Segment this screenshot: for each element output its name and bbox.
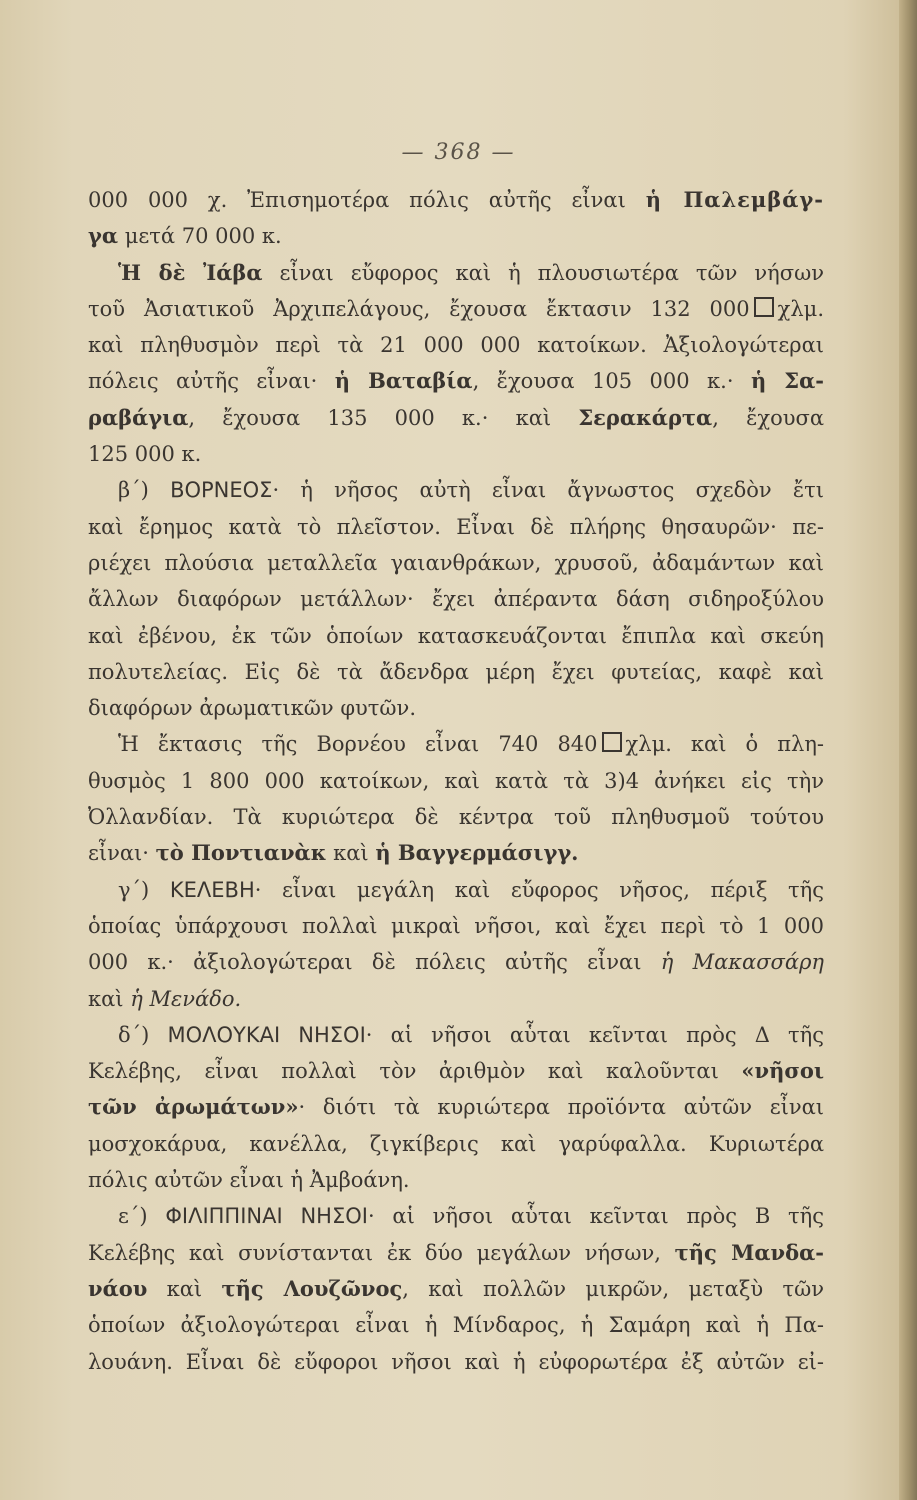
text-line: εἶναι· τὸ Ποντιανὰκ καὶ ἡ Βαγγερμάσιγγ. — [88, 840, 579, 866]
text-line: καὶ ἡ Μενάδο. — [88, 986, 242, 1011]
text-line: ὁποίων ἀξιολογώτεραι εἶναι ἡ Μίνδαρος, ἡ Σαμάρη καὶ ἡ Πα- — [88, 1313, 824, 1338]
text-line: ὁποίας ὑπάρχουσι πολλαὶ μικραὶ νῆσοι, καὶ ἔχει περὶ τὸ 1 000 — [88, 913, 824, 938]
page-binding-edge — [899, 0, 917, 1500]
text-line: ραβάγια, ἔχουσα 135 000 κ.· καὶ Σερακάρτα, ἔχουσα — [88, 404, 824, 430]
text-line: 125 000 κ. — [88, 442, 202, 467]
text-line: μοσχοκάρυα, κανέλλα, ζιγκίβερις καὶ γαρύφαλλα. Κυριωτέρα — [88, 1131, 824, 1156]
text-line: γα μετά 70 000 κ. — [88, 223, 282, 249]
text-line: ε΄) ΦΙΛΙΠΠΙΝΑΙ ΝΗΣΟΙ· αἱ νῆσοι αὗται κεῖνται πρὸς Β τῆς — [118, 1204, 824, 1229]
text-line: 000 κ.· ἀξιολογώτεραι δὲ πόλεις αὐτῆς εἶναι ἡ Μακασσάρη — [88, 950, 825, 975]
text-line: τοῦ Ἀσιατικοῦ Ἀρχιπελάγους, ἔχουσα ἔκτασιν 132 000 χλμ. — [88, 296, 824, 321]
text-line: ἄλλων διαφόρων μετάλλων· ἔχει ἀπέραντα δάση σιδηροξύλου — [88, 587, 824, 612]
text-line: διαφόρων ἀρωματικῶν φυτῶν. — [88, 696, 416, 721]
body-text — [88, 182, 824, 1380]
text-line: λουάνη. Εἶναι δὲ εὔφοροι νῆσοι καὶ ἡ εὐφορωτέρα ἐξ αὐτῶν εἰ- — [88, 1349, 824, 1374]
text-line: νάου καὶ τῆς Λουζῶνος, καὶ πολλῶν μικρῶν, μεταξὺ τῶν — [88, 1275, 824, 1301]
text-line: πόλις αὐτῶν εἶναι ἡ Ἀμβοάνη. — [88, 1168, 410, 1193]
text-line: θυσμὸς 1 800 000 κατοίκων, καὶ κατὰ τὰ 3)4 ἀνήκει εἰς τὴν — [88, 768, 824, 793]
text-line: 000 000 χ. Ἐπισημοτέρα πόλις αὐτῆς εἶναι ἡ Παλεμβάγ- — [88, 187, 824, 212]
text-line: ριέχει πλούσια μεταλλεῖα γαιανθράκων, χρυσοῦ, ἀδαμάντων καὶ — [88, 550, 824, 575]
text-line: Ἡ ἔκτασις τῆς Βορνέου εἶναι 740 840 χλμ. καὶ ὁ πλη- — [118, 732, 824, 757]
text-line: γ΄) ΚΕΛΕΒΗ· εἶναι μεγάλη καὶ εὔφορος νῆσος, πέριξ τῆς — [118, 877, 824, 902]
text-line: καὶ ἐβένου, ἐκ τῶν ὁποίων κατασκευάζονται ἔπιπλα καὶ σκεύη — [88, 623, 824, 648]
text-line: Κελέβης καὶ συνίστανται ἐκ δύο μεγάλων νήσων, τῆς Μανδα- — [88, 1239, 824, 1265]
text-line: πολυτελείας. Εἰς δὲ τὰ ἄδενδρα μέρη ἔχει φυτείας, καφὲ καὶ — [88, 659, 824, 684]
text-line: Κελέβης, εἶναι πολλαὶ τὸν ἀριθμὸν καὶ καλοῦνται «νῆσοι — [88, 1058, 824, 1084]
text-line: Ὀλλανδίαν. Τὰ κυριώτερα δὲ κέντρα τοῦ πληθυσμοῦ τούτου — [88, 805, 824, 830]
text-line: β΄) ΒΟΡΝΕΟΣ· ἡ νῆσος αὐτὴ εἶναι ἄγνωστος σχεδὸν ἔτι — [118, 478, 824, 503]
square-symbol-icon — [754, 297, 774, 317]
text-line: καὶ ἔρημος κατὰ τὸ πλεῖστον. Εἶναι δὲ πλήρης θησαυρῶν· πε- — [88, 514, 824, 539]
text-line: τῶν ἀρωμάτων»· διότι τὰ κυριώτερα προϊόντα αὐτῶν εἶναι — [88, 1094, 824, 1120]
text-line: πόλεις αὐτῆς εἶναι· ἡ Βαταβία, ἔχουσα 105 000 κ.· ἡ Σα- — [88, 368, 824, 394]
text-line: Ἡ δὲ Ἰάβα εἶναι εὔφορος καὶ ἡ πλουσιωτέρα τῶν νήσων — [118, 259, 824, 285]
text-line: δ΄) ΜΟΛΟΥΚΑΙ ΝΗΣΟΙ· αἱ νῆσοι αὗται κεῖνται πρὸς Δ τῆς — [118, 1022, 825, 1047]
square-symbol-icon — [602, 732, 622, 752]
text-line: καὶ πληθυσμὸν περὶ τὰ 21 000 000 κατοίκων. Ἀξιολογώτεραι — [88, 333, 824, 358]
page-number: — 368 — — [401, 140, 516, 165]
